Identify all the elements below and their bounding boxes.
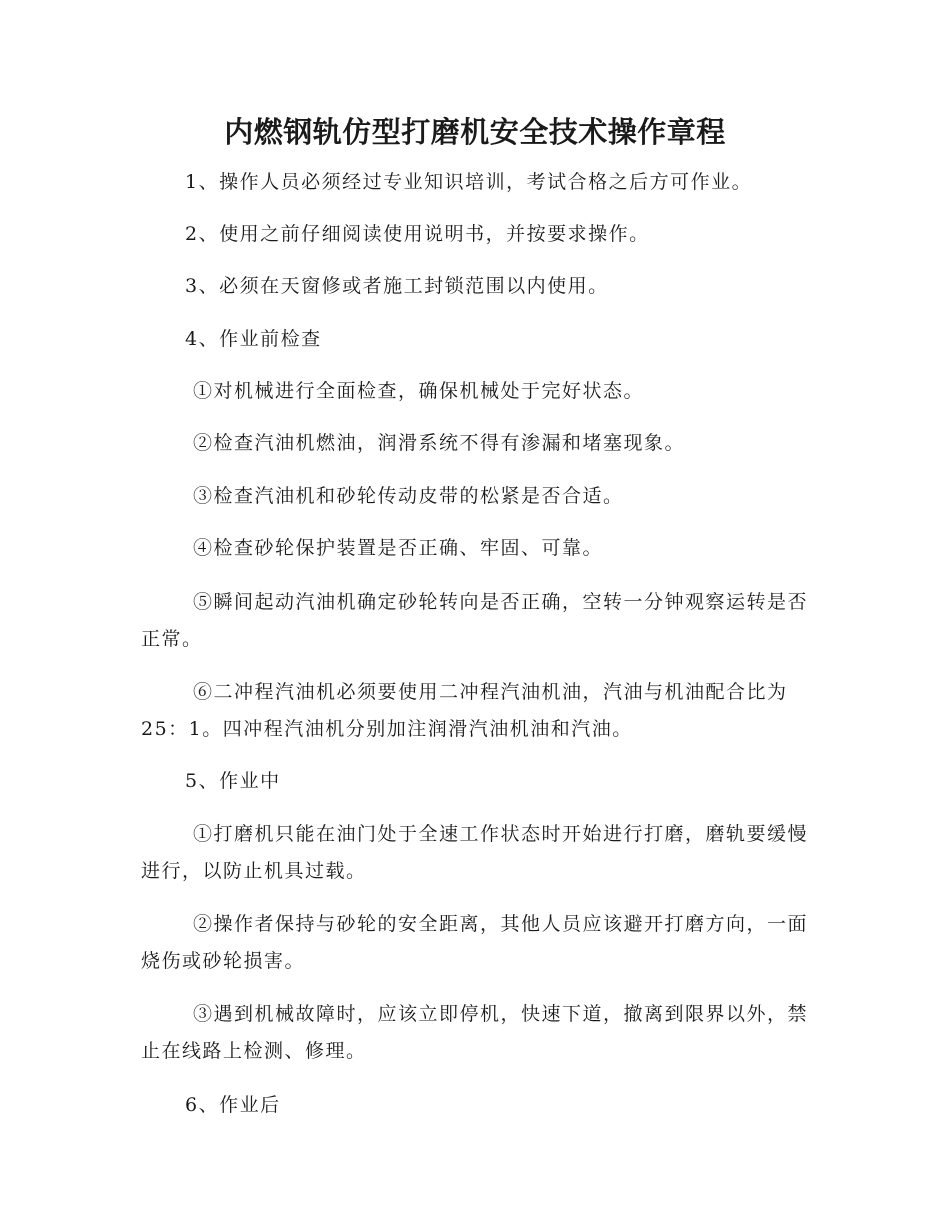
- during-work-item-2: ②操作者保持与砂轮的安全距离，其他人员应该避开打磨方向，一面烧伤或砂轮损害。: [141, 913, 809, 972]
- paragraph-item-3: 3、必须在天窗修或者施工封锁范围以内使用。: [185, 275, 609, 297]
- pre-check-item-4: ④检查砂轮保护装置是否正确、牢固、可靠。: [193, 537, 604, 559]
- section-heading-during-work: 5、作业中: [185, 770, 281, 792]
- pre-check-item-2: ②检查汽油机燃油，润滑系统不得有渗漏和堵塞现象。: [193, 432, 686, 454]
- pre-check-item-1: ①对机械进行全面检查，确保机械处于完好状态。: [193, 380, 645, 402]
- pre-check-item-5: ⑤瞬间起动汽油机确定砂轮转向是否正确，空转一分钟观察运转是否正常。: [141, 591, 809, 650]
- document-title: 内燃钢轨仿型打磨机安全技术操作章程: [224, 115, 726, 149]
- during-work-item-3: ③遇到机械故障时，应该立即停机，快速下道，撤离到限界以外，禁止在线路上检测、修理。: [141, 1003, 809, 1062]
- pre-check-item-3: ③检查汽油机和砂轮传动皮带的松紧是否合适。: [193, 485, 624, 507]
- pre-check-item-6: ⑥二冲程汽油机必须要使用二冲程汽油机油，汽油与机油配合比为25：1。四冲程汽油机分别加注润滑汽油机油和汽油。: [141, 681, 788, 740]
- section-heading-pre-check: 4、作业前检查: [185, 328, 322, 350]
- section-heading-after-work: 6、作业后: [185, 1094, 281, 1116]
- during-work-item-1: ①打磨机只能在油门处于全速工作状态时开始进行打磨，磨轨要缓慢进行，以防止机具过载。: [141, 823, 809, 882]
- paragraph-item-2: 2、使用之前仔细阅读使用说明书，并按要求操作。: [185, 223, 650, 245]
- paragraph-item-1: 1、操作人员必须经过专业知识培训，考试合格之后方可作业。: [185, 171, 753, 193]
